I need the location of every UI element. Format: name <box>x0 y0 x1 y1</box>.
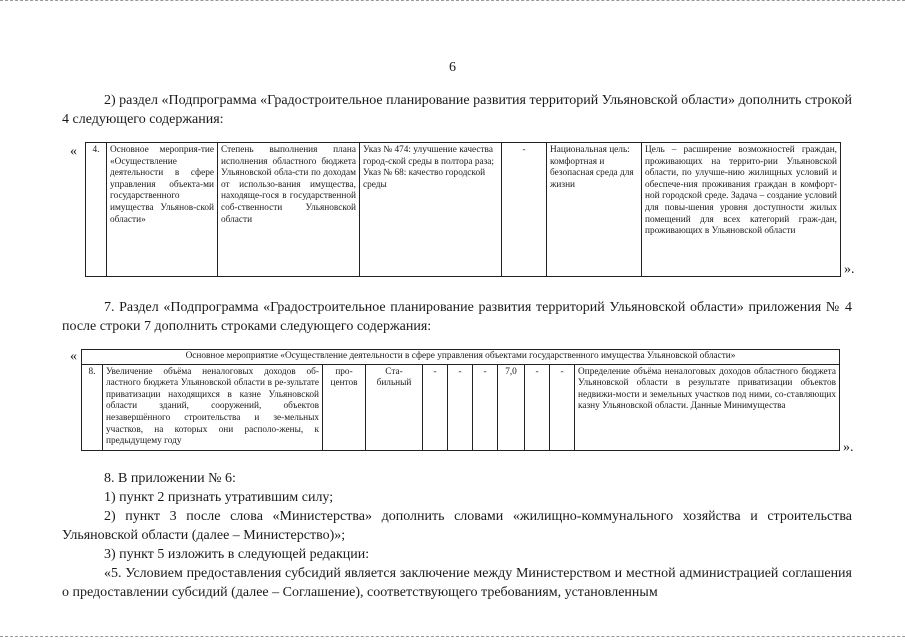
table2-unit: про-центов <box>323 364 366 450</box>
paragraph-8-3: 3) пункт 5 изложить в следующей редакции: <box>104 547 370 562</box>
table2-val-5: - <box>525 364 550 450</box>
scan-bottom-edge <box>0 636 905 640</box>
paragraph-8-1: 1) пункт 2 признать утратившим силу; <box>104 490 334 505</box>
paragraph-7: 7. Раздел «Подпрограмма «Градостроительное планирование развития территорий Ульяновской области» приложения № 4 после строки 7 дополнить строками следующего содержания: <box>62 300 852 334</box>
table1-close-quote: ». <box>844 262 855 277</box>
table2-header: Основное мероприятие «Осуществление деятельности в сфере управления объектами государственного имущества Ульяновской области» <box>82 350 840 365</box>
table1-open-quote: « <box>70 144 77 159</box>
table-row <box>82 350 840 365</box>
table2-open-quote: « <box>70 349 77 364</box>
page-number: 6 <box>449 60 456 75</box>
table-1 <box>85 142 841 277</box>
table-row <box>82 364 840 450</box>
paragraph-5-text: «5. Условием предоставления субсидий является заключение между Министерством и местной администрацией соглашения о предоставлении субсидий (далее – Соглашение), соответствующего требованиям, установленным <box>62 566 852 600</box>
table1-decree: Указ № 474: улучшение качества город-ской среды в полтора раза; Указ № 68: качество городской среды <box>360 143 502 277</box>
table1-event: Основное мероприя-тие «Осуществление деятельности в сфере управления объекта-ми государственного имущества Ульянов-ской области» <box>107 143 218 277</box>
table2-num: 8. <box>82 364 103 450</box>
table2-indicator: Увеличение объёма неналоговых доходов об-ластного бюджета Ульяновской области в ре-зультате приватизации находящихся в казне Ульяновской области зданий, сооружений, объектов незавершённого строительства и зе-мельных участков, на которых они располо-жены, к предыдущему году <box>103 364 323 450</box>
scan-top-edge <box>0 0 905 4</box>
table-2 <box>81 349 840 451</box>
table2-method: Определение объёма неналоговых доходов областного бюджета Ульяновской области в результате приватизации объектов недвижи-мости и земельных участков под ними, со-ставляющих казну Ульяновской области. Данные Минимущества <box>575 364 840 450</box>
table2-val-2: - <box>448 364 473 450</box>
table2-val-3: - <box>473 364 498 450</box>
paragraph-2: 2) раздел «Подпрограмма «Градостроительное планирование развития территорий Ульяновской области» дополнить строкой 4 следующего содержания: <box>62 93 852 127</box>
paragraph-8: 8. В приложении № 6: <box>104 471 236 486</box>
table1-goal: Цель – расширение возможностей граждан, проживающих на террито-рии Ульяновской области, по улучше-нию жилищных условий и обеспече-ния проживания граждан в комфорт-ной городской среде. Задача – создание условий для повы-шения уровня доступности жилых помещений для всех категорий граж-дан, проживающих в Ульяновской области <box>642 143 841 277</box>
table2-val-6: - <box>550 364 575 450</box>
table2-trend: Ста-бильный <box>366 364 423 450</box>
table2-val-4: 7,0 <box>498 364 525 450</box>
table2-val-1: - <box>423 364 448 450</box>
table1-indicator: Степень выполнения плана исполнения областного бюджета Ульяновской обла-сти по доходам от использо-вания имущества, находяще-гося в государственной соб-ственности Ульяновской области <box>218 143 360 277</box>
table1-national-goal: Национальная цель: комфортная и безопасная среда для жизни <box>547 143 642 277</box>
table1-num: 4. <box>86 143 107 277</box>
table-row <box>86 143 841 277</box>
paragraph-8-2: 2) пункт 3 после слова «Министерства» дополнить словами «жилищно-коммунального хозяйства и строительства Ульяновской области (далее – Министерство)»; <box>62 509 852 543</box>
table2-close-quote: ». <box>843 440 854 455</box>
table1-dash: - <box>502 143 547 277</box>
